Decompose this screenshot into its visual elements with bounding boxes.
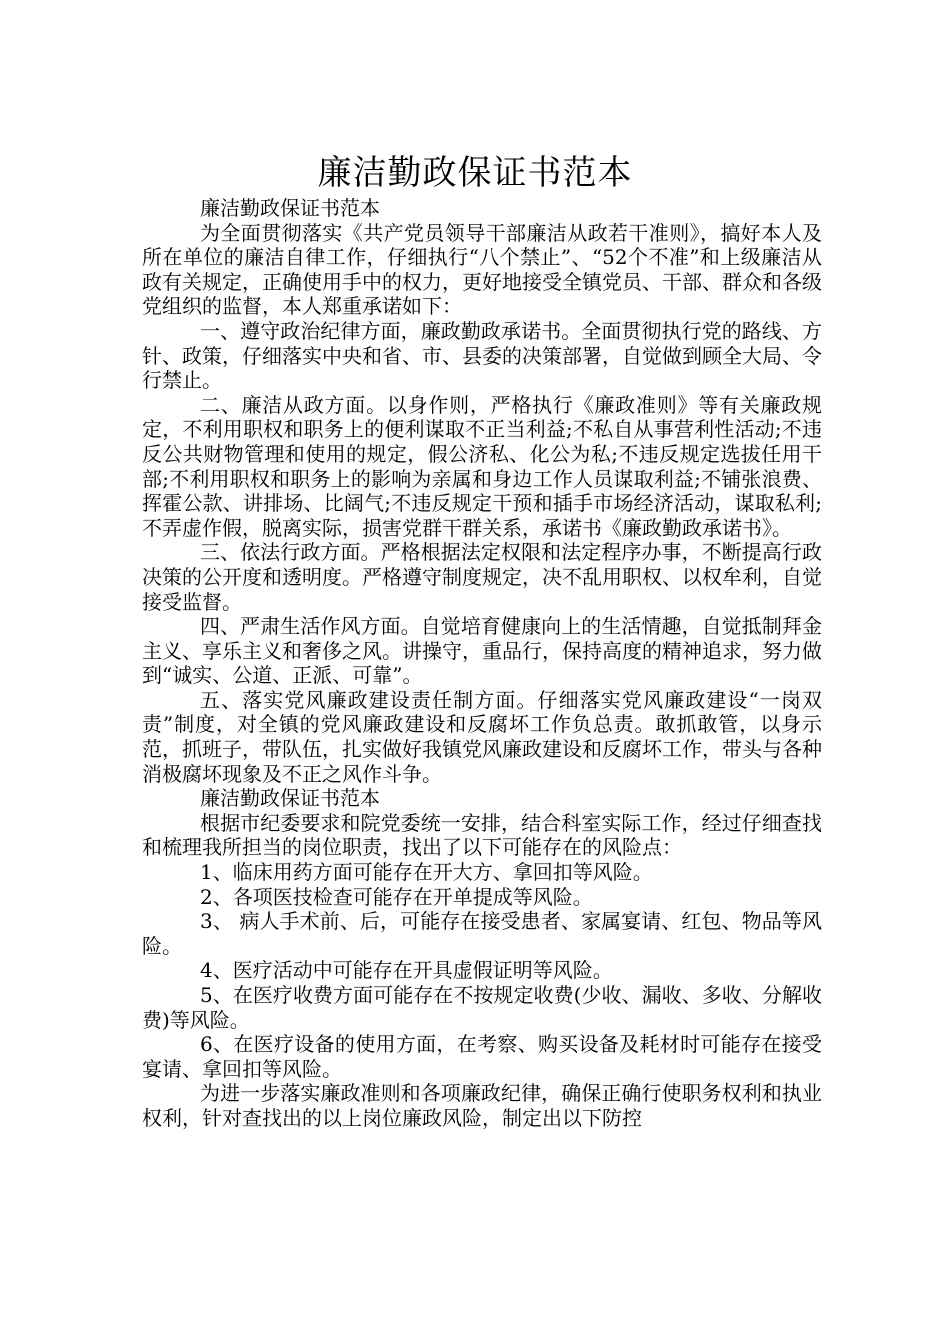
- paragraph-intro: 为全面贯彻落实《共产党员领导干部廉洁从政若干准则》，搞好本人及所在单位的廉洁自律工作，仔细执行“八个禁止”、“52个不准”和上级廉洁从政有关规定，正确使用手中的权力，更好地接受全镇党员、干部、群众和各级党组织的监督，本人郑重承诺如下：: [142, 220, 822, 319]
- paragraph-risk-3: 3、 病人手术前、后，可能存在接受患者、家属宴请、红包、物品等风险。: [142, 909, 822, 958]
- paragraph-risk-intro: 根据市纪委要求和院党委统一安排，结合科室实际工作，经过仔细查找和梳理我所担当的岗位职责，找出了以下可能存在的风险点：: [142, 810, 822, 860]
- paragraph-risk-5: 5、在医疗收费方面可能存在不按规定收费(少收、漏收、多收、分解收费)等风险。: [142, 983, 822, 1032]
- paragraph-subtitle: 廉洁勤政保证书范本: [200, 196, 380, 220]
- document-body: [142, 196, 822, 1131]
- paragraph-risk-1: 1、临床用药方面可能存在开大方、拿回扣等风险。: [200, 860, 653, 885]
- paragraph-measures-intro: 为进一步落实廉政准则和各项廉政纪律，确保正确行使职务权利和执业权利，针对查找出的以上岗位廉政风险，制定出以下防控: [142, 1081, 822, 1130]
- paragraph-section-2: 二、廉洁从政方面。以身作则，严格执行《廉政准则》等有关廉政规定，不利用职权和职务上的便利谋取不正当利益;不私自从事营利性活动;不违反公共财物管理和使用的规定，假公济私、化公为私;不违反规定选拔任用干部;不利用职权和职务上的影响为亲属和身边工作人员谋取利益;不铺张浪费、挥霍公款、讲排场、比阔气;不违反规定干预和插手市场经济活动，谋取私利;不弄虚作假，脱离实际，损害党群干群关系，承诺书《廉政勤政承诺书》。: [142, 392, 822, 540]
- paragraph-section-4: 四、严肃生活作风方面。自觉培育健康向上的生活情趣，自觉抵制拜金主义、享乐主义和奢侈之风。讲操守，重品行，保持高度的精神追求，努力做到“诚实、公道、正派、可靠”。: [142, 614, 822, 688]
- paragraph-risk-2: 2、各项医技检查可能存在开单提成等风险。: [200, 884, 593, 909]
- paragraph-risk-4: 4、医疗活动中可能存在开具虚假证明等风险。: [200, 958, 613, 983]
- paragraph-risk-6: 6、在医疗设备的使用方面，在考察、购买设备及耗材时可能存在接受宴请、拿回扣等风险。: [142, 1032, 822, 1081]
- paragraph-section-1: 一、遵守政治纪律方面，廉政勤政承诺书。全面贯彻执行党的路线、方针、政策，仔细落实中央和省、市、县委的决策部署，自觉做到顾全大局、令行禁止。: [142, 318, 822, 393]
- document-title: 廉洁勤政保证书范本: [317, 152, 633, 193]
- paragraph-section-5: 五、落实党风廉政建设责任制方面。仔细落实党风廉政建设“一岗双责”制度，对全镇的党风廉政建设和反腐坏工作负总责。敢抓敢管，以身示范，抓班子，带队伍，扎实做好我镇党风廉政建设和反腐坏工作，带头与各种消极腐坏现象及不正之风作斗争。: [142, 687, 822, 786]
- paragraph-subtitle-2: 廉洁勤政保证书范本: [200, 786, 380, 811]
- paragraph-section-3: 三、依法行政方面。严格根据法定权限和法定程序办事，不断提高行政决策的公开度和透明度。严格遵守制度规定，决不乱用职权、以权牟利，自觉接受监督。: [142, 540, 822, 614]
